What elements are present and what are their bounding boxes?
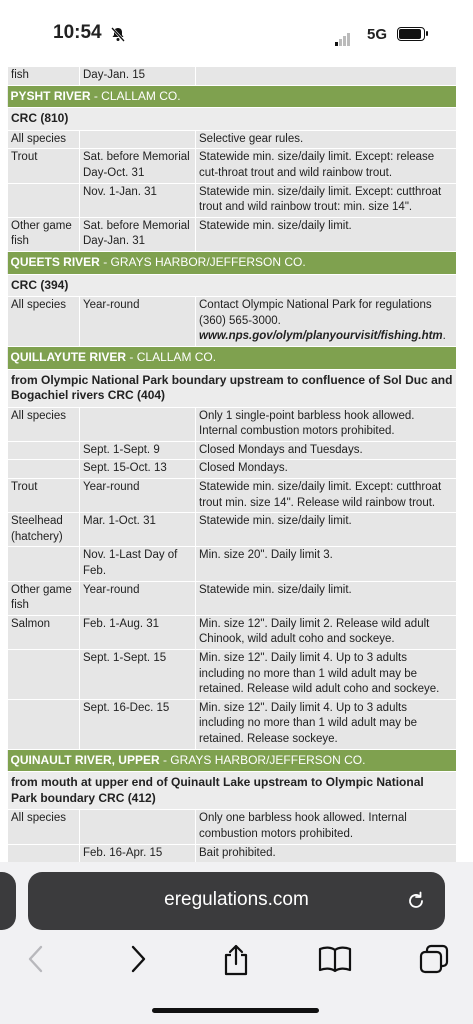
tabs-button[interactable]	[419, 944, 449, 978]
bookmarks-icon[interactable]	[318, 944, 352, 974]
season-cell: Sat. before Memorial Day-Jan. 31	[80, 217, 196, 251]
water-header	[8, 346, 457, 369]
rule-cell: Min. size 12". Daily limit 4. Up to 3 adults including no more than 1 wild adult may be retained. Release wild adult coho and sockeye.	[196, 650, 457, 700]
county-name: - GRAYS HARBOR/JEFFERSON CO.	[99, 254, 306, 269]
table-row	[8, 615, 457, 649]
table-row	[8, 513, 457, 547]
table-row	[8, 581, 457, 615]
species-cell: Other game fish	[8, 581, 80, 615]
rule-cell: Min. size 12". Daily limit 4. Up to 3 adults including no more than 1 wild adult may be retained. Release sockeye.	[196, 699, 457, 749]
share-button[interactable]	[222, 944, 250, 978]
table-row	[8, 297, 457, 347]
county-name: - CLALLAM CO.	[126, 349, 217, 364]
crc-label: CRC (810)	[8, 108, 457, 131]
species-cell: Salmon	[8, 615, 80, 649]
browser-toolbar	[0, 862, 473, 1024]
water-header	[8, 749, 457, 772]
table-row	[8, 67, 457, 86]
species-cell: Steelhead (hatchery)	[8, 513, 80, 547]
season-cell	[80, 810, 196, 844]
table-row	[8, 460, 457, 479]
table-row	[8, 810, 457, 844]
table-row	[8, 183, 457, 217]
water-name: QUEETS RIVER	[10, 254, 100, 269]
url-text[interactable]: eregulations.com	[164, 889, 309, 910]
rule-cell: Contact Olympic National Park for regulations (360) 565-3000. www.nps.gov/olym/planyourvisit/fishing.htm.	[196, 297, 457, 347]
share-icon[interactable]	[222, 944, 250, 976]
rule-cell: Statewide min. size/daily limit.	[196, 217, 457, 251]
season-cell	[80, 130, 196, 149]
status-time: 10:54	[53, 22, 102, 43]
table-row	[8, 217, 457, 251]
season-cell: Sept. 16-Dec. 15	[80, 699, 196, 749]
table-row	[8, 407, 457, 441]
table-row	[8, 547, 457, 581]
season-cell: Nov. 1-Jan. 31	[80, 183, 196, 217]
species-cell	[8, 547, 80, 581]
regulations-link[interactable]: www.nps.gov/olym/planyourvisit/fishing.htm	[199, 330, 443, 343]
season-cell: Sept. 1-Sept. 15	[80, 650, 196, 700]
species-cell: All species	[8, 810, 80, 844]
season-cell	[80, 407, 196, 441]
water-name: QUILLAYUTE RIVER	[10, 349, 127, 364]
species-cell: Trout	[8, 149, 80, 183]
rule-cell: Closed Mondays.	[196, 460, 457, 479]
species-cell	[8, 183, 80, 217]
species-cell	[8, 699, 80, 749]
table-row	[8, 699, 457, 749]
species-cell	[8, 844, 80, 862]
status-bar	[0, 0, 473, 66]
tabs-icon[interactable]	[419, 944, 449, 974]
season-cell: Sat. before Memorial Day-Oct. 31	[80, 149, 196, 183]
rule-cell: Closed Mondays and Tuesdays.	[196, 441, 457, 460]
species-cell: All species	[8, 297, 80, 347]
rule-cell: Only one barbless hook allowed. Internal combustion motors prohibited.	[196, 810, 457, 844]
home-indicator	[152, 1008, 319, 1013]
species-cell	[8, 460, 80, 479]
table-row	[8, 441, 457, 460]
crc-label: CRC (394)	[8, 274, 457, 297]
regulations-table	[7, 66, 456, 862]
reload-icon[interactable]	[405, 890, 427, 912]
rule-cell: Statewide min. size/daily limit. Except: release cut-throat trout and wild rainbow trout.	[196, 149, 457, 183]
section-subheading	[8, 108, 457, 131]
rule-cell: Only 1 single-point barbless hook allowed. Internal combustion motors prohibited.	[196, 407, 457, 441]
water-header	[8, 85, 457, 108]
season-cell: Sept. 1-Sept. 9	[80, 441, 196, 460]
bookmarks-button[interactable]	[318, 944, 352, 978]
crc-label: from mouth at upper end of Quinault Lake upstream to Olympic National Park boundary CRC (412)	[8, 772, 457, 810]
season-cell: Year-round	[80, 581, 196, 615]
water-name: QUINAULT RIVER, UPPER	[10, 752, 160, 767]
forward-icon[interactable]	[128, 944, 148, 974]
rule-cell: Min. size 12". Daily limit 2. Release wild adult Chinook, wild adult coho and sockeye.	[196, 615, 457, 649]
rule-cell: Statewide min. size/daily limit. Except: cutthroat trout and wild rainbow trout: min. size 14".	[196, 183, 457, 217]
species-cell: All species	[8, 407, 80, 441]
season-cell: Mar. 1-Oct. 31	[80, 513, 196, 547]
rule-cell: Statewide min. size/daily limit.	[196, 513, 457, 547]
regulations-document[interactable]	[7, 66, 456, 862]
network-label: 5G	[367, 26, 388, 43]
table-row	[8, 844, 457, 862]
season-cell: Sept. 15-Oct. 13	[80, 460, 196, 479]
section-subheading	[8, 274, 457, 297]
water-header	[8, 251, 457, 274]
battery-icon	[397, 27, 425, 41]
season-cell: Feb. 16-Apr. 15	[80, 844, 196, 862]
species-cell: Trout	[8, 479, 80, 513]
season-cell: Day-Jan. 15	[80, 67, 196, 86]
species-cell: fish	[8, 67, 80, 86]
species-cell	[8, 441, 80, 460]
rule-cell: Selective gear rules.	[196, 130, 457, 149]
rule-cell	[196, 67, 457, 86]
county-name: - GRAYS HARBOR/JEFFERSON CO.	[159, 752, 366, 767]
rule-cell: Statewide min. size/daily limit.	[196, 581, 457, 615]
county-name: - CLALLAM CO.	[90, 88, 181, 103]
season-cell: Nov. 1-Last Day of Feb.	[80, 547, 196, 581]
forward-button[interactable]	[128, 944, 148, 978]
rule-cell: Min. size 20". Daily limit 3.	[196, 547, 457, 581]
silent-bell-icon	[110, 26, 126, 42]
crc-label: from Olympic National Park boundary upstream to confluence of Sol Duc and Bogachiel rivers CRC (404)	[8, 369, 457, 407]
water-name: PYSHT RIVER	[10, 88, 91, 103]
table-row	[8, 479, 457, 513]
table-row	[8, 149, 457, 183]
season-cell: Feb. 1-Aug. 31	[80, 615, 196, 649]
rule-cell: Statewide min. size/daily limit. Except: cutthroat trout min. size 14". Release wild rainbow trout.	[196, 479, 457, 513]
back-button[interactable]	[26, 944, 46, 978]
rule-cell: Bait prohibited.	[196, 844, 457, 862]
section-subheading	[8, 772, 457, 810]
back-icon[interactable]	[26, 944, 46, 974]
signal-icon	[335, 28, 351, 46]
section-subheading	[8, 369, 457, 407]
species-cell	[8, 650, 80, 700]
table-row	[8, 650, 457, 700]
season-cell: Year-round	[80, 479, 196, 513]
season-cell: Year-round	[80, 297, 196, 347]
table-row	[8, 130, 457, 149]
previous-tab-edge[interactable]	[0, 872, 16, 930]
species-cell: All species	[8, 130, 80, 149]
address-bar[interactable]	[28, 872, 445, 930]
species-cell: Other game fish	[8, 217, 80, 251]
